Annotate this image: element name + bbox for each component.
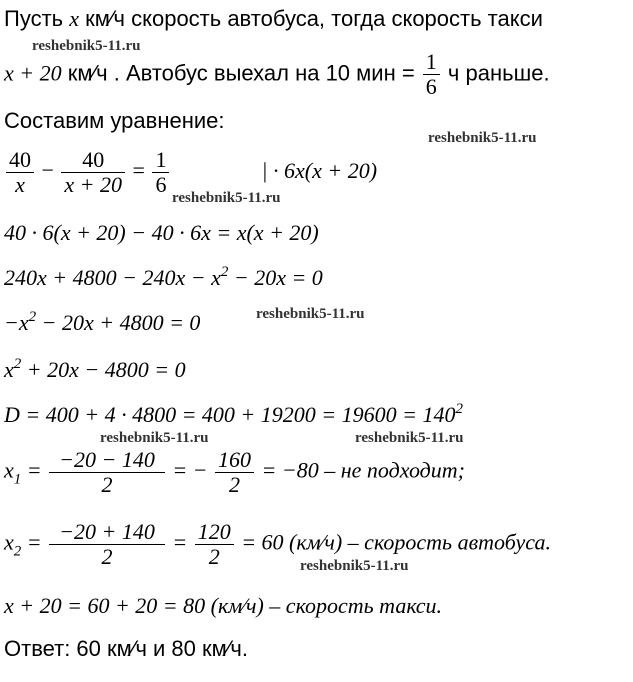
var: x xyxy=(4,529,14,555)
frac-den: 2 xyxy=(49,544,165,569)
frac-den: 2 xyxy=(215,472,254,497)
expr: 240x + 4800 − 240x − x xyxy=(4,265,221,290)
fraction-160-2 xyxy=(215,448,254,497)
equation-3 xyxy=(4,265,323,291)
subscript: 1 xyxy=(13,471,22,488)
frac-den: 2 xyxy=(195,544,234,569)
var-x: x xyxy=(69,6,79,31)
frac-num: 1 xyxy=(425,49,437,74)
frac-den: 6 xyxy=(423,74,440,99)
var: x xyxy=(4,457,14,483)
frac-num: −20 + 140 xyxy=(59,519,155,544)
fraction-one-sixth xyxy=(423,50,440,99)
intro-text-2: км⁄ч скорость автобуса, тогда скорость такси xyxy=(78,6,543,31)
watermark: reshebnik5-11.ru xyxy=(100,430,209,446)
frac-den: 2 xyxy=(49,472,165,497)
fraction-1-6 xyxy=(152,148,169,197)
equation-4 xyxy=(4,310,200,336)
power: 2 xyxy=(220,264,229,280)
expr: D = 400 + 4 · 4800 = 400 + 19200 = 19600 = 140 xyxy=(4,402,456,427)
expr: x xyxy=(4,357,14,382)
compose-heading: Составим уравнение: xyxy=(4,108,225,133)
equation-2: 40 · 6(x + 20) − 40 · 6x = x(x + 20) xyxy=(4,220,319,245)
result: = 60 (км⁄ч) – скорость автобуса. xyxy=(235,529,551,555)
expr: − 20x = 0 xyxy=(228,265,323,290)
result: = −80 – не подходит; xyxy=(256,457,466,483)
op: = xyxy=(21,529,48,555)
intro-line-1 xyxy=(4,6,543,32)
watermark: reshebnik5-11.ru xyxy=(256,306,365,322)
watermark: reshebnik5-11.ru xyxy=(32,38,141,54)
fraction-root1 xyxy=(49,448,165,497)
expr: − 20x + 4800 = 0 xyxy=(36,310,201,335)
intro-text-3: км⁄ч . Автобус выехал на 10 мин = xyxy=(61,60,421,86)
watermark: reshebnik5-11.ru xyxy=(355,430,464,446)
op: = − xyxy=(166,457,214,483)
equation-5 xyxy=(4,357,186,383)
taxi-speed-expr: x + 20 xyxy=(4,60,62,86)
equation-7-root1 xyxy=(4,448,465,497)
fraction-40-x xyxy=(6,148,34,197)
fraction-root2 xyxy=(49,520,165,569)
frac-num: 40 xyxy=(82,147,105,172)
equation-8-root2 xyxy=(4,520,551,569)
frac-den: x xyxy=(6,172,34,197)
intro-line-2 xyxy=(4,50,550,99)
power: 2 xyxy=(455,401,463,417)
fraction-40-x20 xyxy=(61,148,125,197)
watermark: reshebnik5-11.ru xyxy=(300,558,409,574)
power: 2 xyxy=(28,309,37,325)
op: − xyxy=(36,157,60,183)
expr: + 20x − 4800 = 0 xyxy=(21,357,186,382)
frac-num: 160 xyxy=(218,447,252,472)
frac-den: 6 xyxy=(152,172,169,197)
op: = xyxy=(166,529,193,555)
watermark: reshebnik5-11.ru xyxy=(172,190,281,206)
fraction-120-2 xyxy=(195,520,234,569)
expr: −x xyxy=(4,310,29,335)
equation-9-taxi: x + 20 = 60 + 20 = 80 (км⁄ч) – скорость такси. xyxy=(4,593,443,618)
power: 2 xyxy=(13,356,22,372)
frac-num: 1 xyxy=(155,147,167,172)
multiplier: | · 6x(x + 20) xyxy=(261,157,378,183)
equation-6-discriminant xyxy=(4,402,463,428)
frac-num: 40 xyxy=(9,147,31,172)
frac-num: 120 xyxy=(197,519,231,544)
intro-text-4: ч раньше. xyxy=(441,60,550,86)
op: = xyxy=(127,157,151,183)
answer-line: Ответ: 60 км⁄ч и 80 км⁄ч. xyxy=(4,636,248,661)
watermark: reshebnik5-11.ru xyxy=(428,130,537,146)
op: = xyxy=(21,457,48,483)
subscript: 2 xyxy=(13,543,22,560)
intro-text: Пусть xyxy=(4,6,70,31)
frac-den: x + 20 xyxy=(61,172,125,197)
frac-num: −20 − 140 xyxy=(59,447,155,472)
